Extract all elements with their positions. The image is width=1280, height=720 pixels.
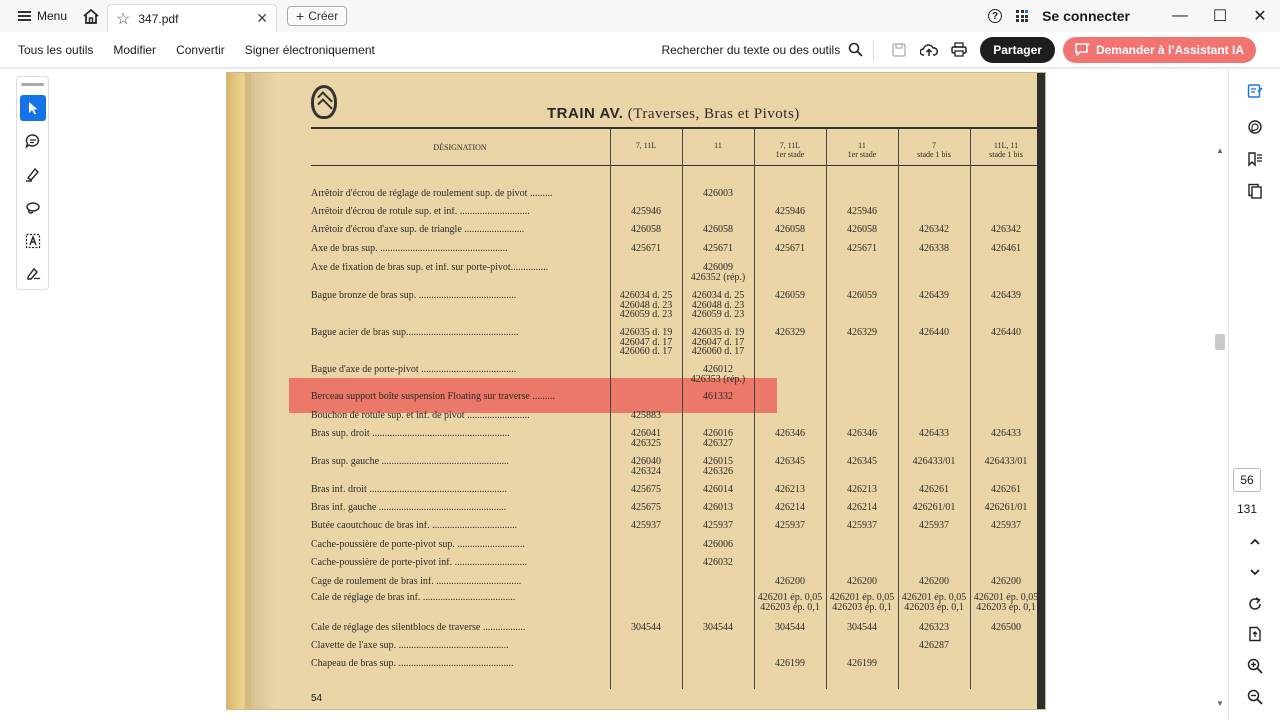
part-number-cell: 426346 <box>847 428 877 439</box>
search-label: Rechercher du texte ou des outils <box>661 42 841 57</box>
part-number-cell: 426201 ép. 0,05 426203 ép. 0,1 <box>757 592 823 613</box>
part-number-cell: 426500 <box>991 622 1021 633</box>
part-number-cell: 426346 <box>775 428 805 439</box>
part-number-cell: 426201 ép. 0,05 426203 ép. 0,1 <box>973 592 1039 613</box>
part-number-cell: 426433 <box>919 428 949 439</box>
column-header: 11L, 11 stade 1 bis <box>989 141 1023 159</box>
part-number-cell: 426201 ép. 0,05 426203 ép. 0,1 <box>901 592 967 613</box>
create-button[interactable] <box>287 6 347 26</box>
row-designation: Arrêtoir d'écrou de réglage de roulement sup. de pivot ......... <box>311 189 553 199</box>
part-number-cell: 426016 426327 <box>703 428 733 449</box>
column-header: DÉSIGNATION <box>433 143 487 152</box>
scanned-table <box>227 73 1046 710</box>
toolbar-edit[interactable]: Modifier <box>113 42 157 57</box>
part-number-cell: 425671 <box>775 243 805 254</box>
row-designation: Clavette de l'axe sup. ............................................ <box>311 641 509 651</box>
row-designation: Bouchon de rotule sup. et inf. de pivot ......................... <box>311 411 530 421</box>
total-pages: 131 <box>1236 502 1258 516</box>
part-number-cell: 426015 426326 <box>703 456 733 477</box>
ai-assistant-label: Demander à l’Assistant IA <box>1095 42 1244 57</box>
pen-icon <box>25 166 41 182</box>
part-number-cell: 426439 <box>919 290 949 301</box>
right-rail <box>1228 69 1280 720</box>
part-number-cell: 426059 <box>775 290 805 301</box>
column-header: 11 1er stade <box>847 141 877 159</box>
row-designation: Bras inf. droit ....................................................... <box>311 485 507 495</box>
part-number-cell: 426261/01 <box>912 502 956 513</box>
part-number-cell: 426199 <box>847 658 877 669</box>
table-top-rule <box>311 127 1041 129</box>
page-thumbnails-icon[interactable] <box>1243 179 1267 203</box>
hamburger-icon <box>18 11 31 21</box>
page-insert-icon[interactable] <box>1243 622 1267 646</box>
part-number-cell: 425937 <box>847 520 877 531</box>
part-number-cell: 426213 <box>847 484 877 495</box>
pdf-page <box>226 72 1046 710</box>
column-header: 7, 11L 1er stade <box>775 141 805 159</box>
select-tool[interactable] <box>20 95 46 121</box>
main-toolbar <box>0 32 1280 68</box>
part-number-cell: 426034 d. 25 426048 d. 23 426059 d. 23 <box>619 290 673 320</box>
maximize-icon[interactable]: ☐ <box>1212 8 1228 25</box>
signin-button[interactable]: Se connecter <box>1042 8 1130 24</box>
cloud-upload-icon[interactable] <box>914 35 944 65</box>
part-number-cell: 425937 <box>631 520 661 531</box>
cursor-icon <box>27 101 39 115</box>
part-number-cell: 426342 <box>919 224 949 235</box>
row-designation: Bague acier de bras sup............................................. <box>311 328 519 338</box>
row-designation: Bague d'axe de porte-pivot ...................................... <box>311 365 517 375</box>
part-number-cell: 426034 d. 25 426048 d. 23 426059 d. 23 <box>691 290 745 320</box>
row-designation: Cale de réglage des silentblocs de traverse ................. <box>311 623 526 633</box>
help-icon[interactable]: ? <box>988 9 1002 23</box>
document-title-rest: (Traverses, Bras et Pivots) <box>627 106 800 122</box>
part-number-cell: 426059 <box>847 290 877 301</box>
search-icon <box>848 42 863 57</box>
ai-assistant-icon <box>1075 43 1090 56</box>
part-number-cell: 425946 <box>847 206 877 217</box>
row-designation: Bras sup. droit ....................................................... <box>311 429 510 439</box>
part-number-cell: 426439 <box>991 290 1021 301</box>
bookmark-icon[interactable] <box>1243 147 1267 171</box>
part-number-cell: 426338 <box>919 243 949 254</box>
row-designation: Butée caoutchouc de bras inf. .................................. <box>311 521 518 531</box>
refresh-icon[interactable] <box>1243 592 1267 616</box>
part-number-cell: 426433/01 <box>984 456 1028 467</box>
scroll-up-icon[interactable]: ▲ <box>1216 146 1224 155</box>
current-page-input[interactable]: 56 <box>1233 468 1261 492</box>
part-number-cell: 425946 <box>631 206 661 217</box>
part-number-cell: 304544 <box>703 622 733 633</box>
part-number-cell: 426329 <box>775 327 805 338</box>
part-number-cell: 426009 426352 (rép.) <box>690 262 746 283</box>
part-number-cell: 426035 d. 19 426047 d. 17 426060 d. 17 <box>691 327 745 357</box>
plus-icon: + <box>296 8 305 24</box>
row-designation: Cage de roulement de bras inf. .................................. <box>311 577 522 587</box>
scroll-down-icon[interactable]: ▼ <box>1216 699 1224 708</box>
part-number-cell: 426014 <box>703 484 733 495</box>
part-number-cell: 426200 <box>991 576 1021 587</box>
part-number-cell: 426345 <box>847 456 877 467</box>
part-number-cell: 426433 <box>991 428 1021 439</box>
part-number-cell: 426323 <box>919 622 949 633</box>
part-number-cell: 426058 <box>775 224 805 235</box>
part-number-cell: 304544 <box>847 622 877 633</box>
part-number-cell: 426013 <box>703 502 733 513</box>
part-number-cell: 426041 426325 <box>631 428 661 449</box>
title-bar <box>0 0 1280 32</box>
home-button[interactable] <box>75 0 107 32</box>
close-tab-icon[interactable]: ✕ <box>256 10 269 26</box>
text-tool[interactable] <box>20 228 46 254</box>
comment-thread-icon[interactable] <box>1243 115 1267 139</box>
part-number-cell: 426200 <box>919 576 949 587</box>
create-label: Créer <box>308 9 339 23</box>
part-number-cell: 426058 <box>847 224 877 235</box>
header-rule <box>311 165 1041 166</box>
part-number-cell: 426200 <box>775 576 805 587</box>
part-number-cell: 426058 <box>703 224 733 235</box>
part-number-cell: 426058 <box>631 224 661 235</box>
signature-icon <box>25 266 41 282</box>
part-number-cell: 426342 <box>991 224 1021 235</box>
quick-tools-panel <box>16 76 49 290</box>
row-designation: Axe de fixation de bras sup. et inf. sur porte-pivot............... <box>311 263 549 273</box>
part-number-cell: 426032 <box>703 557 733 568</box>
part-number-cell: 425937 <box>991 520 1021 531</box>
part-number-cell: 426214 <box>775 502 805 513</box>
column-header: 7, 11L <box>635 141 657 150</box>
save-icon[interactable] <box>884 35 914 65</box>
part-number-cell: 426199 <box>775 658 805 669</box>
part-number-cell: 425937 <box>703 520 733 531</box>
toolbar-convert[interactable]: Convertir <box>176 42 225 57</box>
part-number-cell: 426261 <box>991 484 1021 495</box>
row-designation: Axe de bras sup. ................................................... <box>311 244 508 254</box>
row-designation: Cache-poussière de porte-pivot sup. ........................... <box>311 540 525 550</box>
print-icon[interactable] <box>944 35 974 65</box>
part-number-cell: 426040 426324 <box>631 456 661 477</box>
scroll-down-page-icon[interactable] <box>1243 560 1267 584</box>
part-number-cell: 425937 <box>775 520 805 531</box>
row-designation: Arrêtoir d'écrou de rotule sup. et inf. ............................ <box>311 207 530 217</box>
part-number-cell: 426345 <box>775 456 805 467</box>
part-number-cell: 426213 <box>775 484 805 495</box>
row-designation: Bague bronze de bras sup. ....................................... <box>311 291 517 301</box>
document-title <box>547 105 800 123</box>
part-number-cell: 426329 <box>847 327 877 338</box>
text-box-icon <box>25 233 41 249</box>
row-designation: Chapeau de bras sup. .............................................. <box>311 659 514 669</box>
lasso-icon <box>25 200 41 216</box>
comment-icon <box>25 133 41 149</box>
vertical-scrollbar[interactable] <box>1213 144 1227 710</box>
menu-button[interactable] <box>0 0 75 32</box>
row-designation: Bras inf. gauche ................................................... <box>311 503 507 513</box>
ai-assistant-button[interactable] <box>1063 37 1256 63</box>
draw-tool[interactable] <box>20 195 46 221</box>
minimize-icon[interactable]: — <box>1172 7 1188 24</box>
part-number-cell: 304544 <box>775 622 805 633</box>
tab-title: 347.pdf <box>138 11 179 26</box>
comment-tool[interactable] <box>20 128 46 154</box>
part-number-cell: 461332 <box>703 391 733 402</box>
citroen-logo <box>311 85 337 119</box>
part-number-cell: 426200 <box>847 576 877 587</box>
row-designation: Berceau support boîte suspension Floating sur traverse ......... <box>311 392 555 402</box>
zoom-out-icon[interactable] <box>1243 685 1267 709</box>
part-number-cell: 426006 <box>703 539 733 550</box>
document-tab[interactable] <box>107 4 277 32</box>
row-designation: Bras sup. gauche ................................................... <box>311 457 510 467</box>
part-number-cell: 426440 <box>991 327 1021 338</box>
home-icon <box>82 8 100 25</box>
part-number-cell: 426461 <box>991 243 1021 254</box>
part-number-cell: 425675 <box>631 484 661 495</box>
row-designation: Cale de réglage de bras inf. ..................................... <box>311 593 516 603</box>
part-number-cell: 426012 426353 (rép.) <box>690 364 746 385</box>
column-header: 7 stade 1 bis <box>917 141 951 159</box>
document-title-bold: TRAIN AV. <box>547 105 624 122</box>
column-header: 11 <box>714 141 722 150</box>
part-number-cell: 425937 <box>919 520 949 531</box>
toolbar-sign[interactable]: Signer électroniquement <box>244 42 375 57</box>
search-tools[interactable] <box>661 42 863 57</box>
menu-label: Menu <box>37 9 68 23</box>
part-number-cell: 426261/01 <box>984 502 1028 513</box>
part-number-cell: 425671 <box>631 243 661 254</box>
part-number-cell: 426287 <box>919 640 949 651</box>
toolbar-all-tools[interactable]: Tous les outils <box>18 42 94 57</box>
column-divider <box>682 129 683 689</box>
panel-grip[interactable] <box>21 83 44 86</box>
edit-pdf-icon[interactable] <box>1243 79 1267 103</box>
highlight-tool[interactable] <box>20 161 46 187</box>
part-number-cell: 426201 ép. 0,05 426203 ép. 0,1 <box>829 592 895 613</box>
part-number-cell: 426035 d. 19 426047 d. 17 426060 d. 17 <box>619 327 673 357</box>
part-number-cell: 304544 <box>631 622 661 633</box>
scroll-up-page-icon[interactable] <box>1243 530 1267 554</box>
row-designation: Arrêtoir d'écrou d'axe sup. de triangle ........................ <box>311 225 525 235</box>
page-number: 54 <box>311 693 323 704</box>
scroll-thumb[interactable] <box>1215 334 1225 350</box>
part-number-cell: 426214 <box>847 502 877 513</box>
part-number-cell: 425883 <box>631 410 661 421</box>
part-number-cell: 425946 <box>775 206 805 217</box>
share-button[interactable]: Partager <box>980 37 1055 63</box>
part-number-cell: 426433/01 <box>912 456 956 467</box>
zoom-in-icon[interactable] <box>1243 654 1267 678</box>
part-number-cell: 426003 <box>703 188 733 199</box>
close-window-icon[interactable]: ✕ <box>1253 8 1267 25</box>
toolbar-divider <box>873 40 874 60</box>
part-number-cell: 425675 <box>631 502 661 513</box>
apps-grid-icon[interactable] <box>1016 10 1028 22</box>
star-icon[interactable]: ☆ <box>116 10 131 28</box>
part-number-cell: 426261 <box>919 484 949 495</box>
sign-tool[interactable] <box>20 261 46 287</box>
row-designation: Cache-poussière de porte-pivot inf. ............................. <box>311 558 528 568</box>
part-number-cell: 425671 <box>847 243 877 254</box>
part-number-cell: 425671 <box>703 243 733 254</box>
part-number-cell: 426440 <box>919 327 949 338</box>
